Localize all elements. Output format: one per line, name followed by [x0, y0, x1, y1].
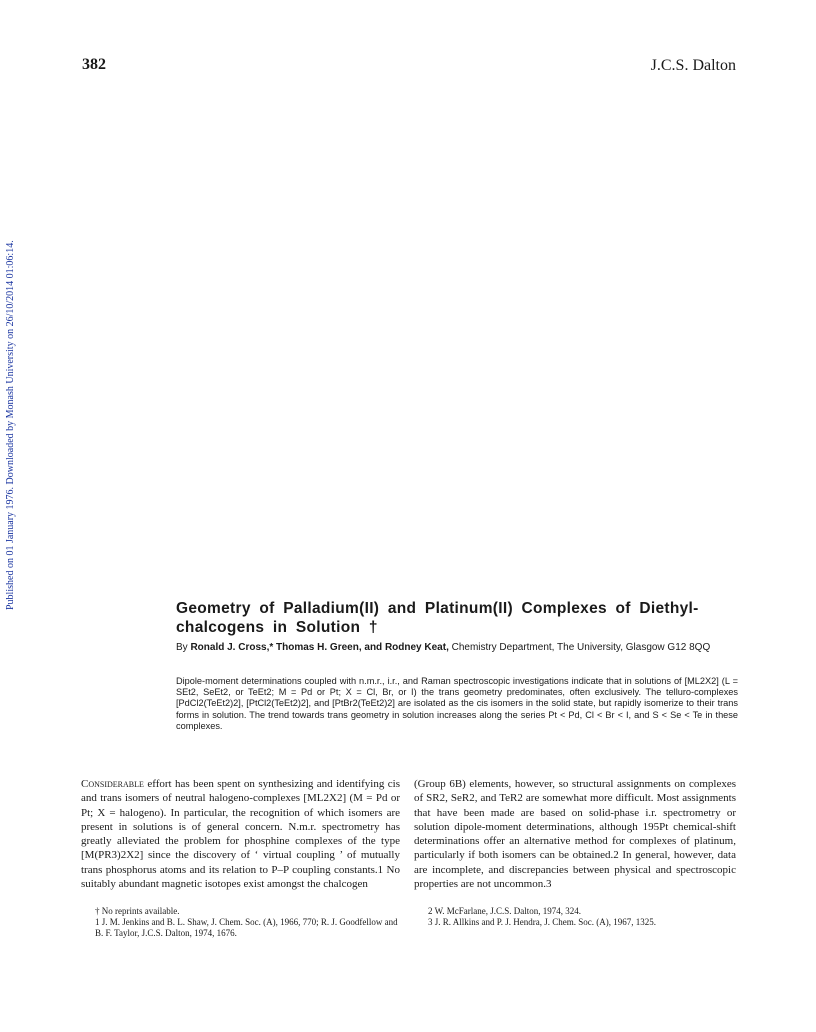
journal-name: J.C.S. Dalton [650, 57, 736, 74]
page-number: 382 [82, 56, 106, 73]
body-text-left: effort has been spent on synthesizing and identifying cis and trans isomers of neutral halogeno-complexes [ML2X2] (M = Pd or Pt; X = halogeno). In particular, the recognition of which isomers are present in solutions is of general concern. N.m.r. spectrometry has greatly alleviated the problem for phosphine complexes of the type [M(PR3)2X2] since the discovery of ‘ virtual coupling ’ of mutually trans phosphorus atoms and its relation to P–P coupling constants.1 No suitably abundant magnetic isotopes exist amongst the chalcogen [81, 778, 401, 891]
footnote-dagger: † No reprints available. [95, 906, 180, 916]
author-line [176, 641, 746, 654]
footnote-ref-1: 1 J. M. Jenkins and B. L. Shaw, J. Chem. Soc. (A), 1966, 770; R. J. Goodfellow and B. F. Taylor, J.C.S. Dalton, 1974, 1676. [95, 917, 398, 938]
body-column-left [81, 777, 400, 891]
footnotes-right [414, 906, 736, 928]
abstract: Dipole-moment determinations coupled with n.m.r., i.r., and Raman spectroscopic investigations indicate that in solutions of [ML2X2] (L = SEt2, SeEt2, or TeEt2; M = Pd or Pt; X = Cl, Br, or I) the trans geometry predominates, often exclusively. The telluro-complexes [PdCl2(TeEt2)2], [PtCl2(TeEt2)2], and [PtBr2(TeEt2)2] are isolated as the cis isomers in the solid state, but rapidly isomerize to their trans forms in solution. The trend towards trans geometry in solution increases along the series Pt < Pd, Cl < Br < I, and S < Se < Te in these complexes. [176, 676, 738, 731]
body-text-right: (Group 6B) elements, however, so structural assignments on complexes of SR2, SeR2, and TeR2 are somewhat more difficult. Most assignments that have been made are based on solid-phase i.r. spectrometry or solution dipole-moment determinations, although 195Pt chemical-shift determinations offer an alternative method for complexes of platinum, particularly if both isomers can be obtained.2 In general, however, data are incomplete, and discrepancies between physical and spectroscopic properties are not uncommon.3 [414, 778, 736, 891]
affiliation: Chemistry Department, The University, Glasgow G12 8QQ [451, 642, 711, 653]
author-names: Ronald J. Cross,* Thomas H. Green, and Rodney Keat, [190, 642, 449, 653]
by-label: By [176, 642, 188, 653]
body-column-right [414, 777, 736, 891]
footnote-ref-2: 2 W. McFarlane, J.C.S. Dalton, 1974, 324. [428, 906, 581, 916]
article-title: Geometry of Palladium(II) and Platinum(II) Complexes of Diethyl-chalcogens in Solution † [176, 600, 699, 636]
download-notice-text: Published on 01 January 1976. Downloaded by Monash University on 26/10/2014 01:06:14. [5, 240, 16, 610]
footnotes-left [81, 906, 403, 939]
footnote-ref-3: 3 J. R. Allkins and P. J. Hendra, J. Chem. Soc. (A), 1967, 1325. [428, 917, 656, 927]
lead-word: Considerable [81, 778, 144, 790]
